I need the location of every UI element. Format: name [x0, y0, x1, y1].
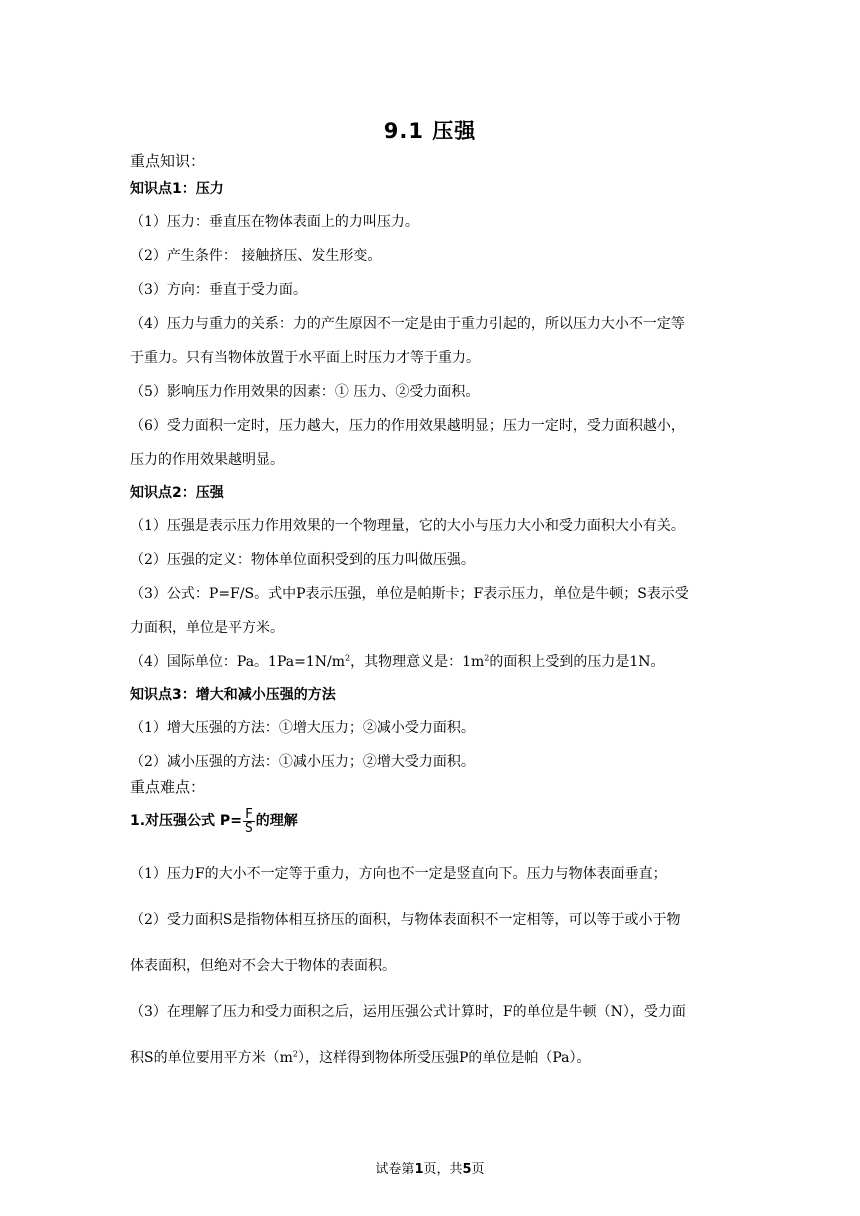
total-pages: 5 [462, 1162, 472, 1177]
pressure-formula-fraction: $\frac{F}{S}$ [244, 806, 253, 836]
kp3-heading: 知识点3：增大和减小压强的方法 [130, 687, 336, 703]
kp3-item: （2）减小压强的方法：①减小压力；②增大受力面积。 [130, 754, 475, 770]
difficulty-heading: 1.对压强公式 P= $\frac{F}{S}$ 的理解 [130, 806, 298, 836]
kp1-item: （1）压力：垂直压在物体表面上的力叫压力。 [130, 214, 419, 230]
kp2-item: 力面积，单位是平方米。 [130, 620, 284, 636]
difficulty-item: （1）压力F的大小不一定等于重力，方向也不一定是竖直向下。压力与物体表面垂直； [130, 866, 667, 882]
document-title: 9.1 压强 [383, 119, 477, 143]
kp3-item: （1）增大压强的方法：①增大压力；②减小受力面积。 [130, 720, 475, 736]
kp2-item: （2）压强的定义：物体单位面积受到的压力叫做压强。 [130, 552, 475, 568]
kp2-heading: 知识点2：压强 [130, 485, 224, 501]
page-number: 1 [414, 1162, 424, 1177]
difficulty-item: （2）受力面积S是指物体相互挤压的面积，与物体表面积不一定相等，可以等于或小于物 [130, 912, 681, 928]
difficulty-item: （3）在理解了压力和受力面积之后，运用压强公式计算时，F的单位是牛顿（N），受力面 [130, 1004, 686, 1020]
kp1-item: 压力的作用效果越明显。 [130, 452, 284, 468]
kp1-item: （3）方向：垂直于受力面。 [130, 282, 307, 298]
section-label-difficulties: 重点难点： [130, 778, 206, 796]
kp1-heading: 知识点1：压力 [130, 181, 224, 197]
kp1-item: （4）压力与重力的关系：力的产生原因不一定是由于重力引起的，所以压力大小不一定等 [130, 316, 685, 332]
kp1-item: 于重力。只有当物体放置于水平面上时压力才等于重力。 [130, 350, 480, 366]
kp2-item-units: （4）国际单位：Pa。$1Pa=1N/m^2$，其物理意义是：$1m^2$的面积上受到的压力是1N。 [130, 653, 665, 670]
difficulty-item-units: 积S的单位要用平方米$(m^2)$，这样得到物体所受压强P的单位是帕（Pa）。 [130, 1049, 591, 1066]
kp1-item: （6）受力面积一定时，压力越大，压力的作用效果越明显；压力一定时，受力面积越小， [130, 418, 685, 434]
section-label-key-knowledge: 重点知识： [130, 152, 206, 170]
kp2-item: （3）公式：P=F/S。式中P表示压强，单位是帕斯卡；F表示压力，单位是牛顿；S表示受 [130, 586, 689, 602]
kp1-item: （5）影响压力作用效果的因素：① 压力、②受力面积。 [130, 384, 480, 400]
difficulty-item: 体表面积，但绝对不会大于物体的表面积。 [130, 958, 396, 974]
kp1-item: （2）产生条件： 接触挤压、发生形变。 [130, 248, 382, 264]
page-footer: 试卷第1页，共5页 [375, 1162, 485, 1177]
kp2-item: （1）压强是表示压力作用效果的一个物理量，它的大小与压力大小和受力面积大小有关。 [130, 518, 685, 534]
